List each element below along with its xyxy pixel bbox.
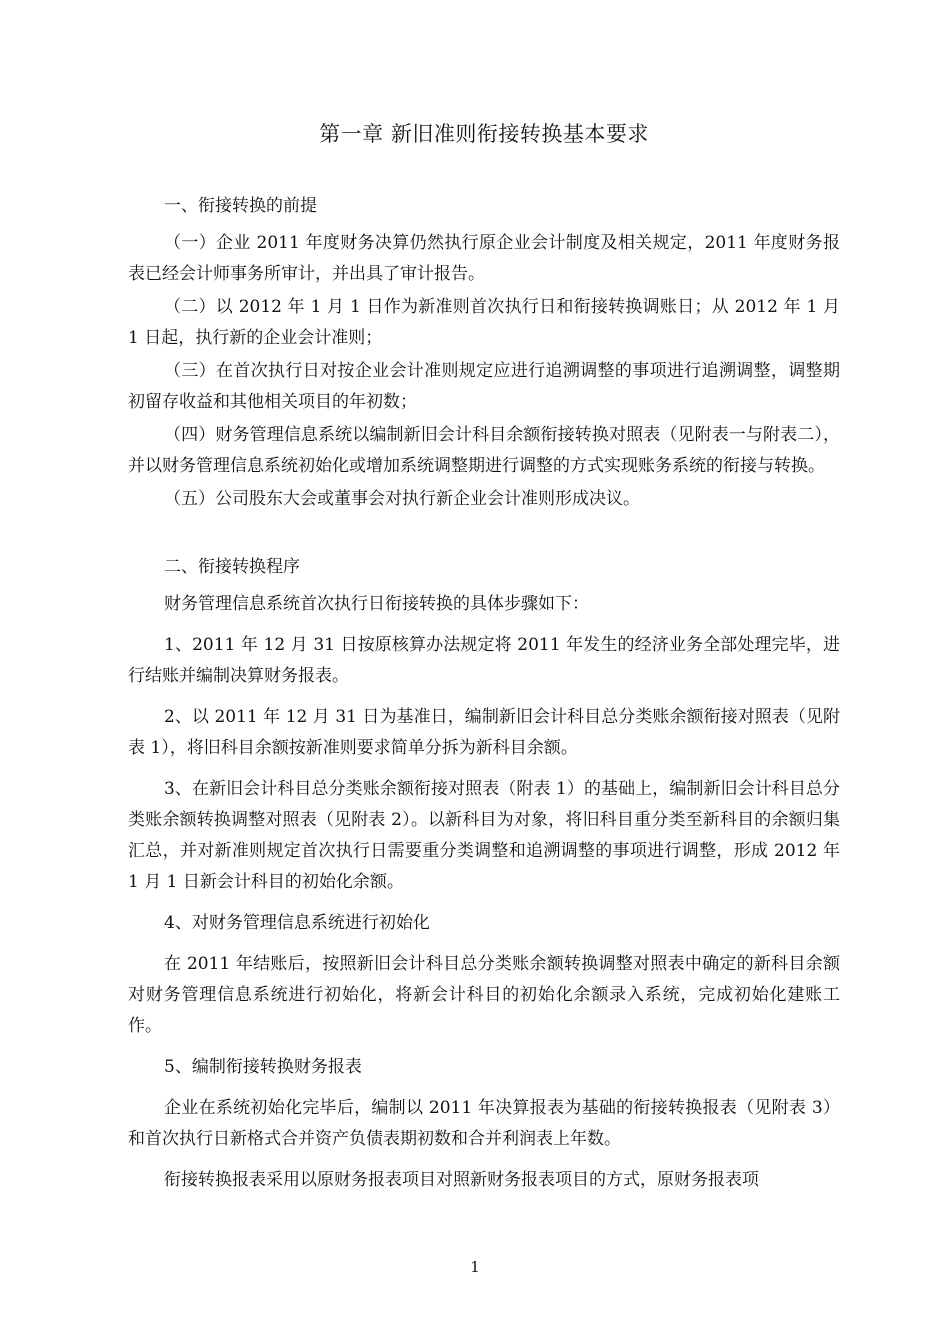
chapter-title: 第一章 新旧准则衔接转换基本要求 xyxy=(319,122,649,146)
premise-item: （一）企业 2011 年度财务决算仍然执行原企业会计制度及相关规定，2011 年度财务报表已经会计师事务所审计，并出具了审计报告。 xyxy=(128,233,840,284)
premise-item: （三）在首次执行日对按企业会计准则规定应进行追溯调整的事项进行追溯调整，调整期初留存收益和其他相关项目的年初数； xyxy=(128,361,840,412)
procedure-step: 在 2011 年结账后，按照新旧会计科目总分类账余额转换调整对照表中确定的新科目余额对财务管理信息系统进行初始化，将新会计科目的初始化余额录入系统，完成初始化建账工作。 xyxy=(128,954,840,1036)
procedure-step: 3、在新旧会计科目总分类账余额衔接对照表（附表 1）的基础上，编制新旧会计科目总分类账余额转换调整对照表（见附表 2）。以新科目为对象，将旧科目重分类至新科目的余额归集汇总，并对新准则规定首次执行日需要重分类调整和追溯调整的事项进行调整，形成 2012 年 1 月 1 日新会计科目的初始化余额。 xyxy=(128,779,840,892)
section-spacer xyxy=(128,517,840,551)
premise-item: （四）财务管理信息系统以编制新旧会计科目余额衔接转换对照表（见附表一与附表二），并以财务管理信息系统初始化或增加系统调整期进行调整的方式实现账务系统的衔接与转换。 xyxy=(128,425,840,476)
procedure-step: 5、编制衔接转换财务报表 xyxy=(164,1057,362,1077)
page-content xyxy=(128,116,840,1198)
procedure-step: 2、以 2011 年 12 月 31 日为基准日，编制新旧会计科目总分类账余额衔接对照表（见附表 1），将旧科目余额按新准则要求简单分拆为新科目余额。 xyxy=(128,707,840,758)
procedure-step: 1、2011 年 12 月 31 日按原核算办法规定将 2011 年发生的经济业务全部处理完毕，进行结账并编制决算财务报表。 xyxy=(128,635,840,686)
procedure-step: 企业在系统初始化完毕后，编制以 2011 年决算报表为基础的衔接转换报表（见附表 3）和首次执行日新格式合并资产负债表期初数和合并利润表上年数。 xyxy=(128,1098,840,1149)
premise-item: （二）以 2012 年 1 月 1 日作为新准则首次执行日和衔接转换调账日；从 2012 年 1 月 1 日起，执行新的企业会计准则； xyxy=(128,297,840,348)
section-heading-procedure: 二、衔接转换程序 xyxy=(164,557,300,577)
page-number: 1 xyxy=(470,1258,480,1276)
procedure-step: 4、对财务管理信息系统进行初始化 xyxy=(164,913,430,933)
premise-item: （五）公司股东大会或董事会对执行新企业会计准则形成决议。 xyxy=(164,489,640,509)
procedure-intro: 财务管理信息系统首次执行日衔接转换的具体步骤如下： xyxy=(164,594,589,614)
procedure-step: 衔接转换报表采用以原财务报表项目对照新财务报表项目的方式，原财务报表项 xyxy=(164,1170,759,1190)
section-heading-premise: 一、衔接转换的前提 xyxy=(164,196,317,216)
